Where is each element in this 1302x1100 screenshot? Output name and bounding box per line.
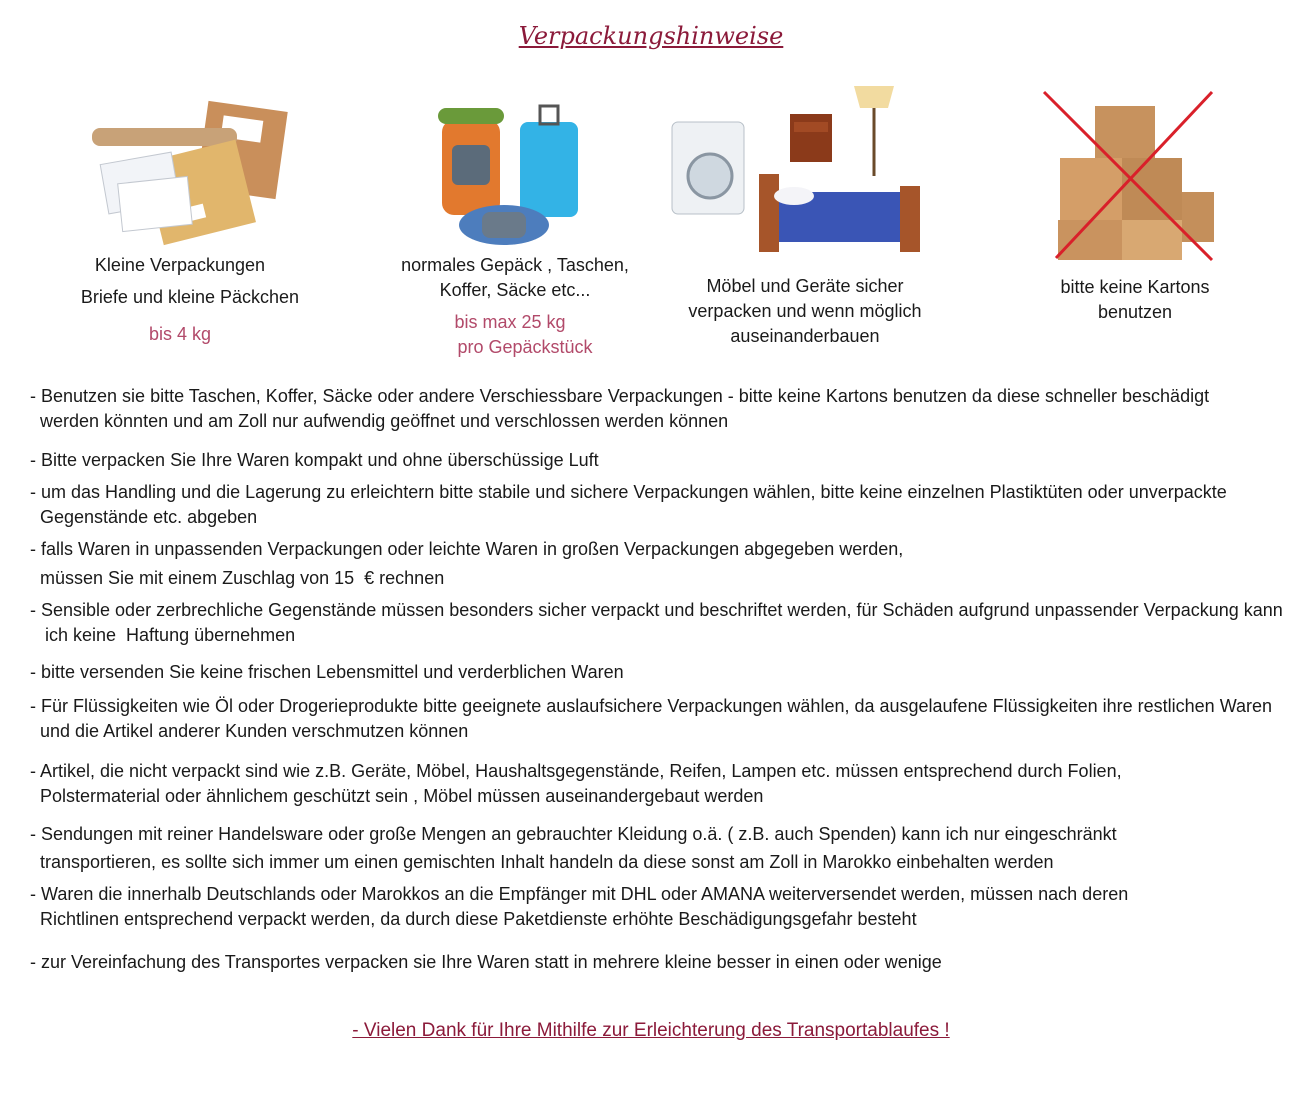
luggage-icon [432, 100, 587, 250]
parcel-letters-icon [92, 98, 292, 248]
page-title: Verpackungshinweise [518, 22, 784, 50]
list-item: - zur Vereinfachung des Transportes verpacken sie Ihre Waren statt in mehrere kleine besser in einen oder wenige [30, 952, 942, 972]
category-no-boxes: bitte keine Kartons benutzen [1060, 277, 1210, 322]
list-item: - Waren die innerhalb Deutschlands oder Marokkos an die Empfänger mit DHL oder AMANA weiterversendet werden, müssen nach deren Richtlinen entsprechend verpackt werden, da durch diese Paketdienste erhöhte Beschädigungsgefahr besteht [30, 884, 1129, 929]
weight-limit-luggage: bis max 25 kg pro Gepäckstück [454, 312, 593, 357]
category-small-parcels-sub: Briefe und kleine Päckchen [80, 287, 300, 307]
list-item: - Sendungen mit reiner Handelsware oder große Mengen an gebrauchter Kleidung o.ä. ( z.B. auch Spenden) kann ich nur eingeschränkt transportieren, es sollte sich immer um einen gemischten Inhalt handeln da diese sonst am Zoll in Marokko einbehalten werden [30, 824, 1117, 872]
list-item: - Bitte verpacken Sie Ihre Waren kompakt und ohne überschüssige Luft [30, 450, 599, 470]
list-item: - falls Waren in unpassenden Verpackungen oder leichte Waren in großen Verpackungen abgegeben werden, müssen Sie mit einem Zuschlag von 15 € rechnen [30, 539, 904, 588]
list-item: - Artikel, die nicht verpackt sind wie z.B. Geräte, Möbel, Haushaltsgegenstände, Reifen, Lampen etc. müssen entsprechend durch Folien, Polstermaterial oder ähnlichem geschützt sein , Möbel müssen auseinandergebaut werden [30, 761, 1122, 806]
list-item: - bitte versenden Sie keine frischen Lebensmittel und verderblichen Waren [30, 662, 624, 682]
category-furniture: Möbel und Geräte sicher verpacken und wenn möglich auseinanderbauen [688, 276, 922, 346]
category-luggage: normales Gepäck , Taschen, Koffer, Säcke etc... [401, 255, 629, 300]
crossed-boxes-icon [1040, 88, 1218, 266]
thank-you-note: - Vielen Dank für Ihre Mithilfe zur Erleichterung des Transportablaufes ! [352, 1020, 950, 1041]
weight-limit-small: bis 4 kg [148, 324, 212, 344]
list-item: - Benutzen sie bitte Taschen, Koffer, Säcke oder andere Verschiessbare Verpackungen - bitte keine Kartons benutzen da diese schneller beschädigt werden könnten und am Zoll nur aufwendig geöffnet und verschlossen werden können [30, 386, 1210, 431]
list-item: - um das Handling und die Lagerung zu erleichtern bitte stabile und sichere Verpackungen wählen, bitte keine einzelnen Plastiktüten oder unverpackte Gegenstände etc. abgeben [30, 482, 1227, 527]
furniture-icon [664, 84, 924, 256]
category-small-parcels: Kleine Verpackungen [94, 255, 266, 275]
list-item: - Für Flüssigkeiten wie Öl oder Drogerieprodukte bitte geeignete auslaufsichere Verpackungen wählen, da ausgelaufene Flüssigkeiten ihre restlichen Waren und die Artikel anderer Kunden verschmutzen können [30, 696, 1273, 741]
list-item: - Sensible oder zerbrechliche Gegenstände müssen besonders sicher verpackt und beschriftet werden, für Schäden aufgrund unpassender Verpackung kann ich keine Haftung übernehmen [30, 600, 1283, 645]
